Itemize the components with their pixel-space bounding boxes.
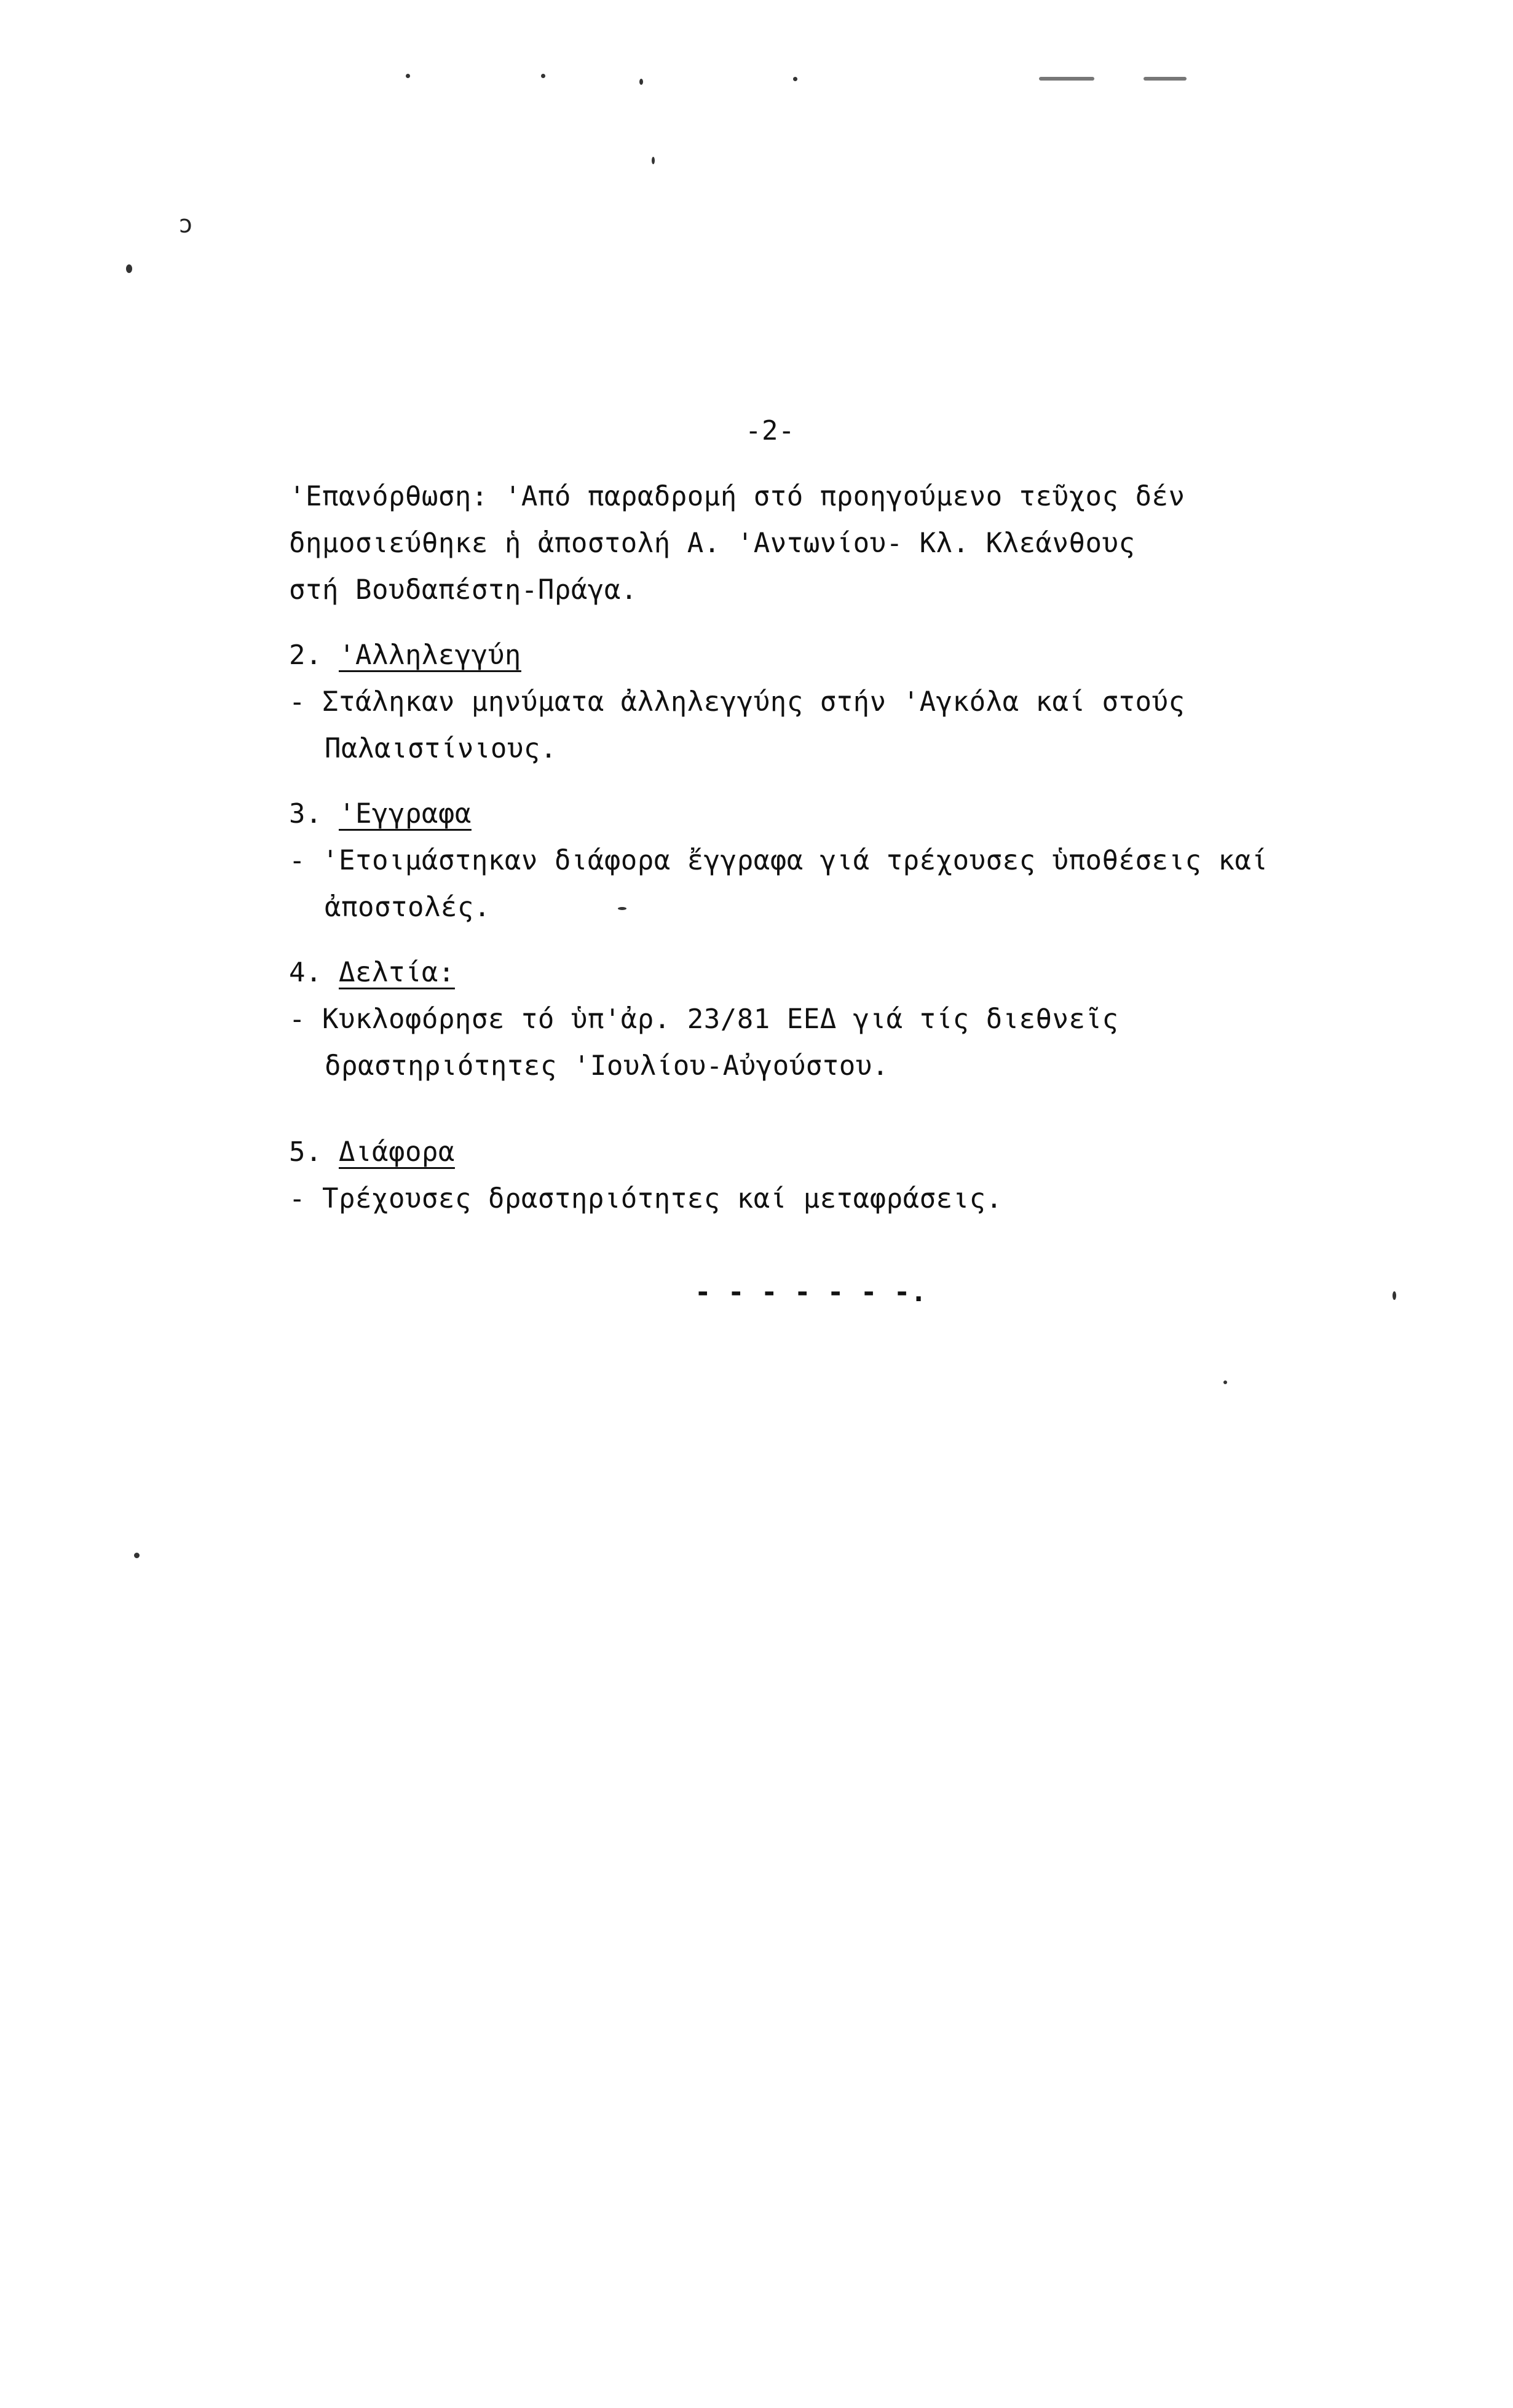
scan-speck xyxy=(541,74,545,78)
correction-text: 'Από παραδρομή στό προηγούμενο τεῦχος δέν xyxy=(504,481,1185,512)
section-text: - Τρέχουσες δραστηριότητες καί μεταφράσεις. xyxy=(289,1183,1003,1214)
correction-line-2: δημοσιεύθηκε ἡ ἀποστολή Α. 'Αντωνίου- Κλ. Κλεάνθους xyxy=(289,528,1136,559)
scan-speck xyxy=(618,907,626,910)
page-number: -2- xyxy=(745,415,795,446)
section-number: 2. xyxy=(289,640,322,671)
scan-speck xyxy=(793,77,797,81)
scan-speck xyxy=(406,74,410,78)
section-text: - Κυκλοφόρησε τό ὑπ'ἀρ. 23/81 ΕΕΔ γιά τίς διεθνεῖς xyxy=(289,1004,1119,1035)
section-heading xyxy=(289,642,521,669)
section-title: Διάφορα xyxy=(338,1136,455,1168)
section-heading xyxy=(289,798,472,830)
section-number: 3. xyxy=(289,798,322,830)
scan-speck xyxy=(134,1553,140,1558)
section-number: 4. xyxy=(289,957,322,988)
section-text: ἀποστολές. xyxy=(325,892,491,923)
scan-artifact-mark: ɔ xyxy=(178,210,194,239)
section-heading xyxy=(289,959,455,986)
section-title: Δελτία: xyxy=(338,957,455,988)
scan-speck xyxy=(1223,1380,1227,1384)
correction-label: 'Επανόρθωση: xyxy=(289,481,488,512)
section-title: 'Εγγραφα xyxy=(338,798,472,830)
scan-speck xyxy=(639,79,643,85)
end-mark: - - - - - - -. xyxy=(695,1277,927,1308)
section-text: Παλαιστίνιους. xyxy=(325,733,557,764)
correction-line-1 xyxy=(289,483,1185,510)
scan-speck xyxy=(1039,77,1094,81)
section-text: δραστηριότητες 'Ιουλίου-Αὐγούστου. xyxy=(325,1050,889,1082)
scan-speck xyxy=(126,264,132,273)
section-text: - Στάληκαν μηνύματα ἀλληλεγγύης στήν 'Αγκόλα καί στούς xyxy=(289,686,1185,718)
scan-speck xyxy=(1144,77,1187,81)
scan-speck xyxy=(652,157,655,164)
section-title: 'Αλληλεγγύη xyxy=(338,640,521,671)
correction-line-3: στή Βουδαπέστη-Πράγα. xyxy=(289,574,638,606)
scan-speck xyxy=(1393,1291,1396,1300)
section-text: - 'Ετοιμάστηκαν διάφορα ἔγγραφα γιά τρέχουσες ὑποθέσεις καί xyxy=(289,845,1268,876)
section-number: 5. xyxy=(289,1136,322,1168)
section-heading xyxy=(289,1136,455,1168)
